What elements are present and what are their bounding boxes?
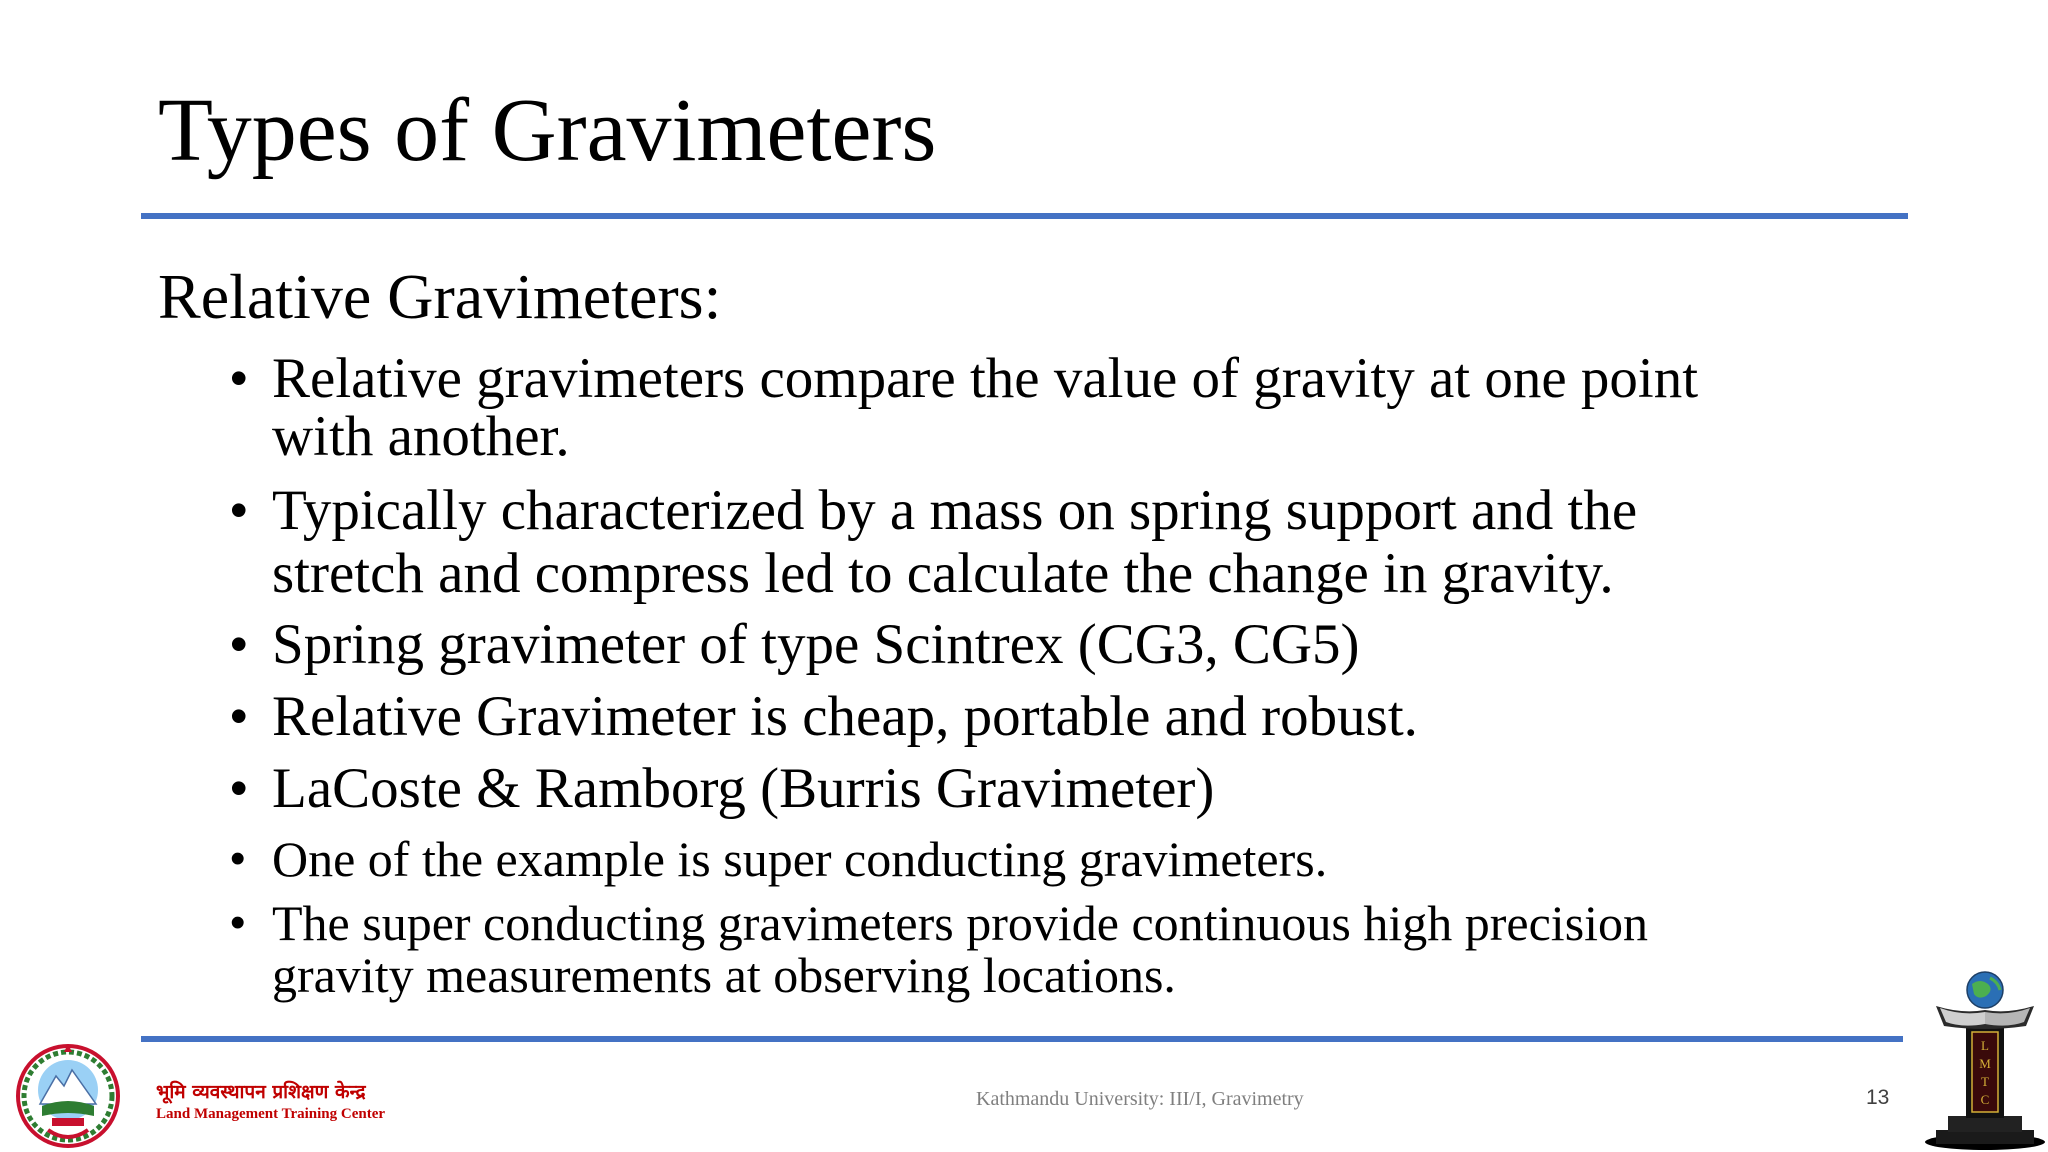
bullet-text-line: Relative gravimeters compare the value of gravity at one point [272,347,1699,410]
logo-letter: M [1979,1056,1991,1071]
bullet-dot: • [230,688,248,744]
bullet-dot: • [230,834,246,883]
lmtc-tower-globe-icon [1922,966,2048,1152]
bullet-text-line: One of the example is super conducting gravimeters. [272,831,1328,887]
bullet-text-line: with another. [272,405,570,468]
org-name-english: Land Management Training Center [156,1106,386,1122]
footer-divider [141,1036,1903,1042]
bullet-dot: • [230,760,248,816]
logo-letter: C [1980,1092,1990,1107]
bullet-text-line: LaCoste & Ramborg (Burris Gravimeter) [272,757,1215,820]
logo-letter: L [1981,1038,1989,1053]
bullet-text-line: Typically characterized by a mass on spring support and the [272,479,1638,542]
bullet-text-line: gravity measurements at observing locations. [272,947,1176,1003]
bullet-dot: • [230,482,248,538]
bullet-text-line: Spring gravimeter of type Scintrex (CG3, CG5) [272,613,1360,676]
bullet-text-line: The super conducting gravimeters provide continuous high precision [272,895,1649,951]
page-number: 13 [1866,1086,1890,1109]
footer-course: Kathmandu University: III/I, Gravimetry [976,1088,1304,1110]
government-emblem-icon [12,1040,124,1152]
slide-title: Types of Gravimeters [158,81,937,180]
bullet-dot: • [230,616,248,672]
section-heading: Relative Gravimeters: [158,261,722,332]
title-divider [141,213,1908,219]
bullet-dot: • [230,350,248,406]
org-name-nepali: भूमि व्यवस्थापन प्रशिक्षण केन्द्र [156,1081,366,1103]
logo-letter: T [1981,1074,1989,1089]
bullet-text-line: stretch and compress led to calculate the change in gravity. [272,542,1614,605]
bullet-text-line: Relative Gravimeter is cheap, portable and robust. [272,685,1418,748]
bullet-dot: • [230,898,246,947]
